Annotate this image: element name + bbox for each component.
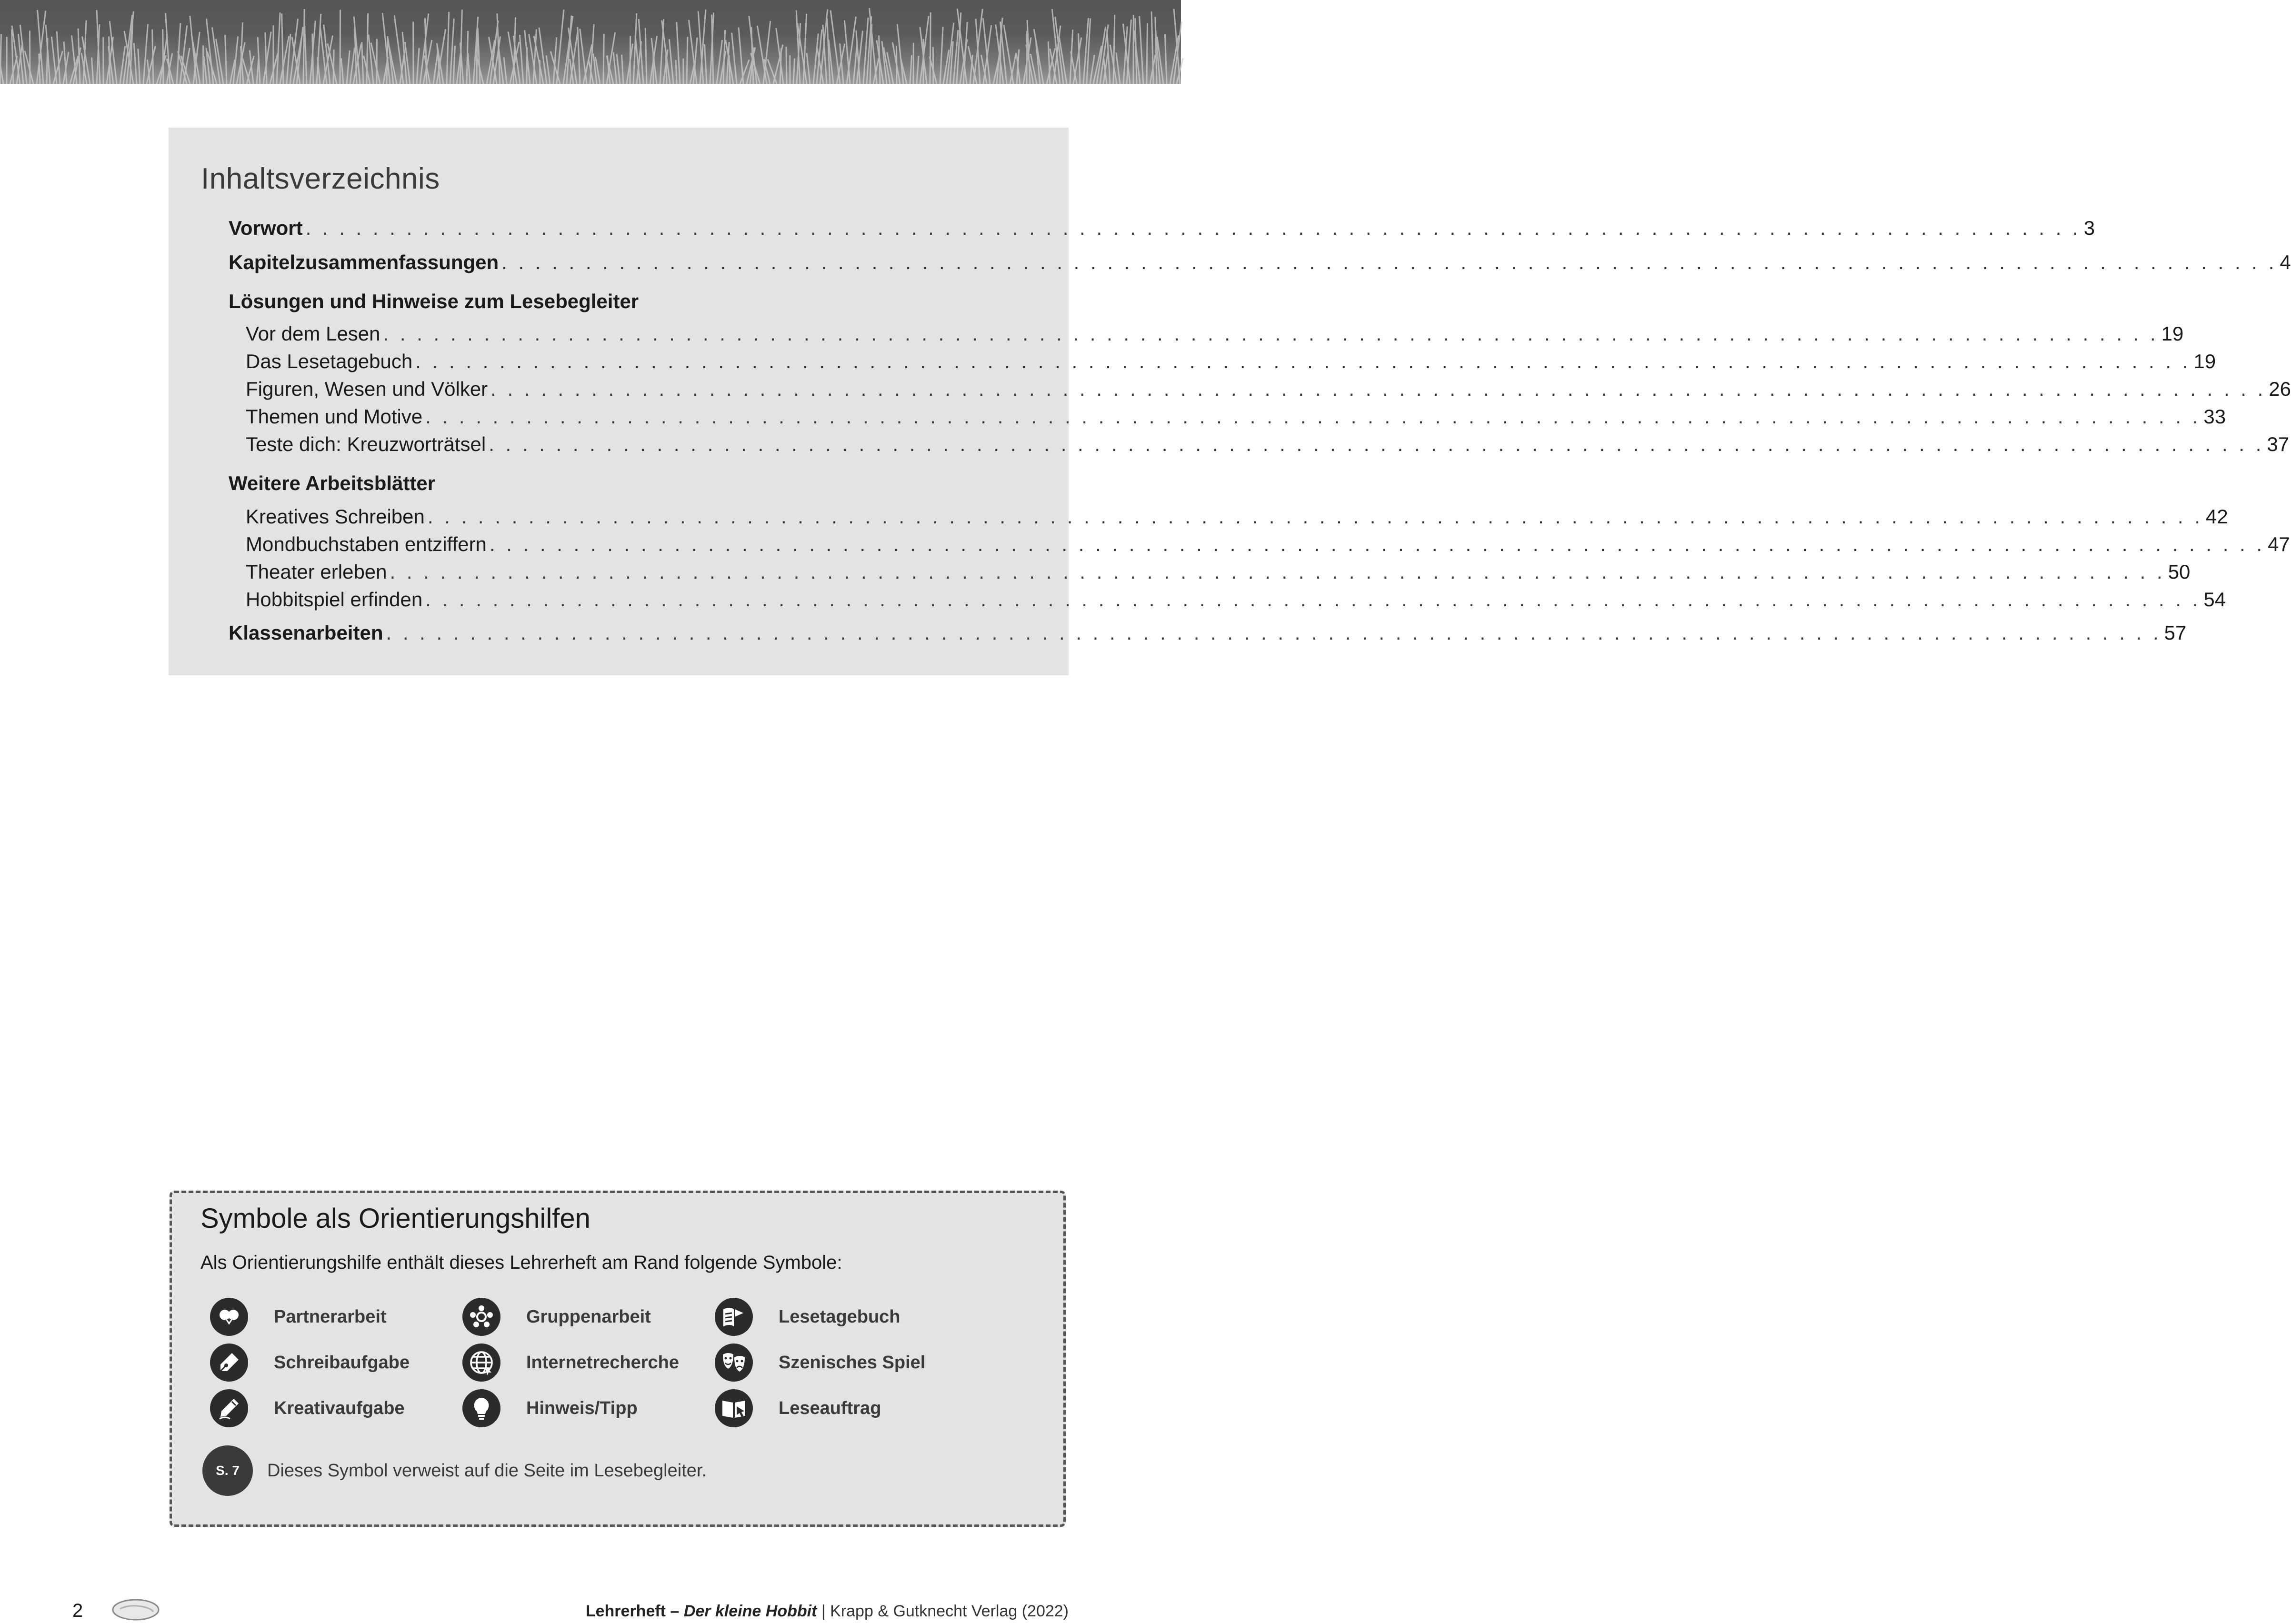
- toc-title: Inhaltsverzeichnis: [201, 162, 440, 195]
- toc-entry-mondbuchstaben[interactable]: [246, 531, 2290, 558]
- legend-internetrecherche: [462, 1343, 679, 1382]
- page-reference-explanation: Dieses Symbol verweist auf die Seite im Lesebegleiter.: [267, 1461, 707, 1481]
- toc-dot-leader: . . . . . . . . . . . . . . . . . . . . . . . . . . . . . . . . . . . . . . . . . . . . . . . . . . . . . . . . . . . . . . . . . . . . . . . . . . . . . . . . . . . . . . . . . . . . . . . . . . . . . . . . . .: [427, 505, 2203, 528]
- legend-label: Internetrecherche: [526, 1352, 680, 1373]
- toc-dot-leader: . . . . . . . . . . . . . . . . . . . . . . . . . . . . . . . . . . . . . . . . . . . . . . . . . . . . . . . . . . . . . . . . . . . . . . . . . . . . . . . . . . . . . . . . . . . . . . . . . . . . . . . . . .: [501, 251, 2277, 273]
- toc-entry-label: Mondbuchstaben entziffern: [246, 533, 487, 555]
- legend-lesetagebuch: [715, 1298, 900, 1336]
- toc-dot-leader: . . . . . . . . . . . . . . . . . . . . . . . . . . . . . . . . . . . . . . . . . . . . . . . . . . . . . . . . . . . . . . . . . . . . . . . . . . . . . . . . . . . . . . . . . . . . . . . . . . . . . . . . . .: [305, 217, 2081, 239]
- toc-entry-page: 19: [2193, 350, 2216, 372]
- toc-entry-page: 33: [2203, 405, 2226, 428]
- legend-label: Lesetagebuch: [779, 1306, 900, 1327]
- toc-entry-lesetagebuch[interactable]: [246, 348, 2216, 375]
- toc-entry-page: 47: [2268, 533, 2290, 555]
- toc-dot-leader: . . . . . . . . . . . . . . . . . . . . . . . . . . . . . . . . . . . . . . . . . . . . . . . . . . . . . . . . . . . . . . . . . . . . . . . . . . . . . . . . . . . . . . . . . . . . . . . . . . . . . . . . . .: [415, 350, 2191, 372]
- grass-blades: [0, 8, 1183, 84]
- toc-entry-label: Teste dich: Kreuzworträtsel: [246, 433, 486, 455]
- toc-entry-label: Kapitelzusammenfassungen: [229, 251, 499, 273]
- stone-icon: [110, 1596, 161, 1623]
- internet-globe-icon: [462, 1343, 500, 1382]
- toc-entry-label: Das Lesetagebuch: [246, 350, 413, 372]
- toc-dot-leader: . . . . . . . . . . . . . . . . . . . . . . . . . . . . . . . . . . . . . . . . . . . . . . . . . . . . . . . . . . . . . . . . . . . . . . . . . . . . . . . . . . . . . . . . . . . . . . . . . . . . . . . . . .: [425, 405, 2201, 428]
- toc-dot-leader: . . . . . . . . . . . . . . . . . . . . . . . . . . . . . . . . . . . . . . . . . . . . . . . . . . . . . . . . . . . . . . . . . . . . . . . . . . . . . . . . . . . . . . . . . . . . . . . . . . . . . . . . . .: [425, 588, 2201, 611]
- toc-entry-page: 19: [2161, 322, 2184, 345]
- legend-leseauftrag: [715, 1389, 881, 1427]
- reading-book-icon: [715, 1389, 753, 1427]
- toc-entry-label: Themen und Motive: [246, 405, 423, 428]
- legend-label: Gruppenarbeit: [526, 1306, 651, 1327]
- footer-book-title: Der kleine Hobbit: [683, 1602, 817, 1620]
- lightbulb-icon: [462, 1389, 500, 1427]
- toc-dot-leader: . . . . . . . . . . . . . . . . . . . . . . . . . . . . . . . . . . . . . . . . . . . . . . . . . . . . . . . . . . . . . . . . . . . . . . . . . . . . . . . . . . . . . . . . . . . . . . . . . . . . . . . . . .: [489, 533, 2265, 555]
- toc-entry-page: 26: [2269, 378, 2291, 400]
- toc-entry-label: Theater erleben: [246, 561, 387, 583]
- footer-publisher: | Krapp & Gutknecht Verlag (2022): [817, 1602, 1069, 1620]
- toc-entry-page: 42: [2206, 505, 2228, 528]
- grass-decoration: [0, 0, 1181, 84]
- symbols-intro: Als Orientierungshilfe enthält dieses Lehrerheft am Rand folgende Symbole:: [200, 1252, 842, 1273]
- toc-entry-page: 37: [2267, 433, 2290, 455]
- legend-gruppenarbeit: [462, 1298, 651, 1336]
- legend-label: Schreibaufgabe: [274, 1352, 410, 1373]
- toc-dot-leader: . . . . . . . . . . . . . . . . . . . . . . . . . . . . . . . . . . . . . . . . . . . . . . . . . . . . . . . . . . . . . . . . . . . . . . . . . . . . . . . . . . . . . . . . . . . . . . . . . . . . . . . . . .: [383, 322, 2159, 345]
- toc-entry-label: Kreatives Schreiben: [246, 505, 425, 528]
- symbols-legend-box: [170, 1191, 1066, 1527]
- legend-label: Szenisches Spiel: [779, 1352, 926, 1373]
- legend-hinweis-tipp: [462, 1389, 638, 1427]
- toc-entry-kapitelzusammenfassungen[interactable]: [229, 249, 2291, 276]
- legend-partnerarbeit: [210, 1298, 387, 1336]
- toc-dot-leader: . . . . . . . . . . . . . . . . . . . . . . . . . . . . . . . . . . . . . . . . . . . . . . . . . . . . . . . . . . . . . . . . . . . . . . . . . . . . . . . . . . . . . . . . . . . . . . . . . . . . . . . . . .: [490, 378, 2266, 400]
- toc-entry-figuren[interactable]: [246, 375, 2291, 403]
- header-grass-banner: [0, 0, 1181, 84]
- toc-entry-label: Vorwort: [229, 217, 303, 239]
- toc-entry-page: 50: [2168, 561, 2191, 583]
- toc-entry-klassenarbeiten[interactable]: [229, 619, 2187, 647]
- symbols-title: Symbole als Orientierungshilfen: [200, 1203, 590, 1234]
- toc-dot-leader: . . . . . . . . . . . . . . . . . . . . . . . . . . . . . . . . . . . . . . . . . . . . . . . . . . . . . . . . . . . . . . . . . . . . . . . . . . . . . . . . . . . . . . . . . . . . . . . . . . . . . . . . . .: [390, 561, 2165, 583]
- toc-entry-page: 3: [2083, 217, 2095, 239]
- legend-label: Kreativaufgabe: [274, 1398, 405, 1418]
- toc-entry-themen[interactable]: [246, 403, 2226, 431]
- partner-work-icon: [210, 1298, 248, 1336]
- theater-masks-icon: [715, 1343, 753, 1382]
- toc-section-arbeitsblaetter: Weitere Arbeitsblätter: [229, 472, 436, 494]
- legend-label: Hinweis/Tipp: [526, 1398, 638, 1418]
- legend-szenisches-spiel: [715, 1343, 925, 1382]
- page-reference-badge: S. 7: [202, 1445, 253, 1496]
- group-work-icon: [462, 1298, 500, 1336]
- page-number: 2: [72, 1600, 83, 1621]
- table-of-contents: [169, 128, 2291, 675]
- toc-entry-label: Vor dem Lesen: [246, 322, 380, 345]
- toc-dot-leader: . . . . . . . . . . . . . . . . . . . . . . . . . . . . . . . . . . . . . . . . . . . . . . . . . . . . . . . . . . . . . . . . . . . . . . . . . . . . . . . . . . . . . . . . . . . . . . . . . . . . . . . . . .: [386, 622, 2161, 644]
- legend-schreibaufgabe: [210, 1343, 410, 1382]
- toc-dot-leader: . . . . . . . . . . . . . . . . . . . . . . . . . . . . . . . . . . . . . . . . . . . . . . . . . . . . . . . . . . . . . . . . . . . . . . . . . . . . . . . . . . . . . . . . . . . . . . . . . . . . . . . . . .: [489, 433, 2264, 455]
- toc-entry-page: 4: [2280, 251, 2291, 273]
- toc-entry-page: 54: [2203, 588, 2226, 611]
- toc-entry-theater[interactable]: [246, 558, 2191, 586]
- creative-pencil-icon: [210, 1389, 248, 1427]
- toc-entry-label: Hobbitspiel erfinden: [246, 588, 423, 611]
- toc-entry-kreatives-schreiben[interactable]: [246, 503, 2228, 531]
- toc-entry-label: Klassenarbeiten: [229, 622, 383, 644]
- toc-entry-hobbitspiel[interactable]: [246, 586, 2226, 613]
- legend-kreativaufgabe: [210, 1389, 405, 1427]
- legend-label: Partnerarbeit: [274, 1306, 387, 1327]
- toc-entry-label: Figuren, Wesen und Völker: [246, 378, 488, 400]
- toc-entry-kreuzwortraetsel[interactable]: [246, 431, 2290, 458]
- legend-label: Leseauftrag: [779, 1398, 881, 1418]
- toc-entry-page: 57: [2164, 622, 2187, 644]
- footer-credit-prefix: Lehrerheft –: [585, 1602, 684, 1620]
- writing-pen-icon: [210, 1343, 248, 1382]
- reading-diary-icon: [715, 1298, 753, 1336]
- toc-entry-vor-dem-lesen[interactable]: [246, 320, 2184, 348]
- toc-entry-vorwort[interactable]: [229, 214, 2095, 242]
- toc-section-loesungen: Lösungen und Hinweise zum Lesebegleiter: [229, 290, 639, 312]
- footer-credit: [586, 1602, 1069, 1621]
